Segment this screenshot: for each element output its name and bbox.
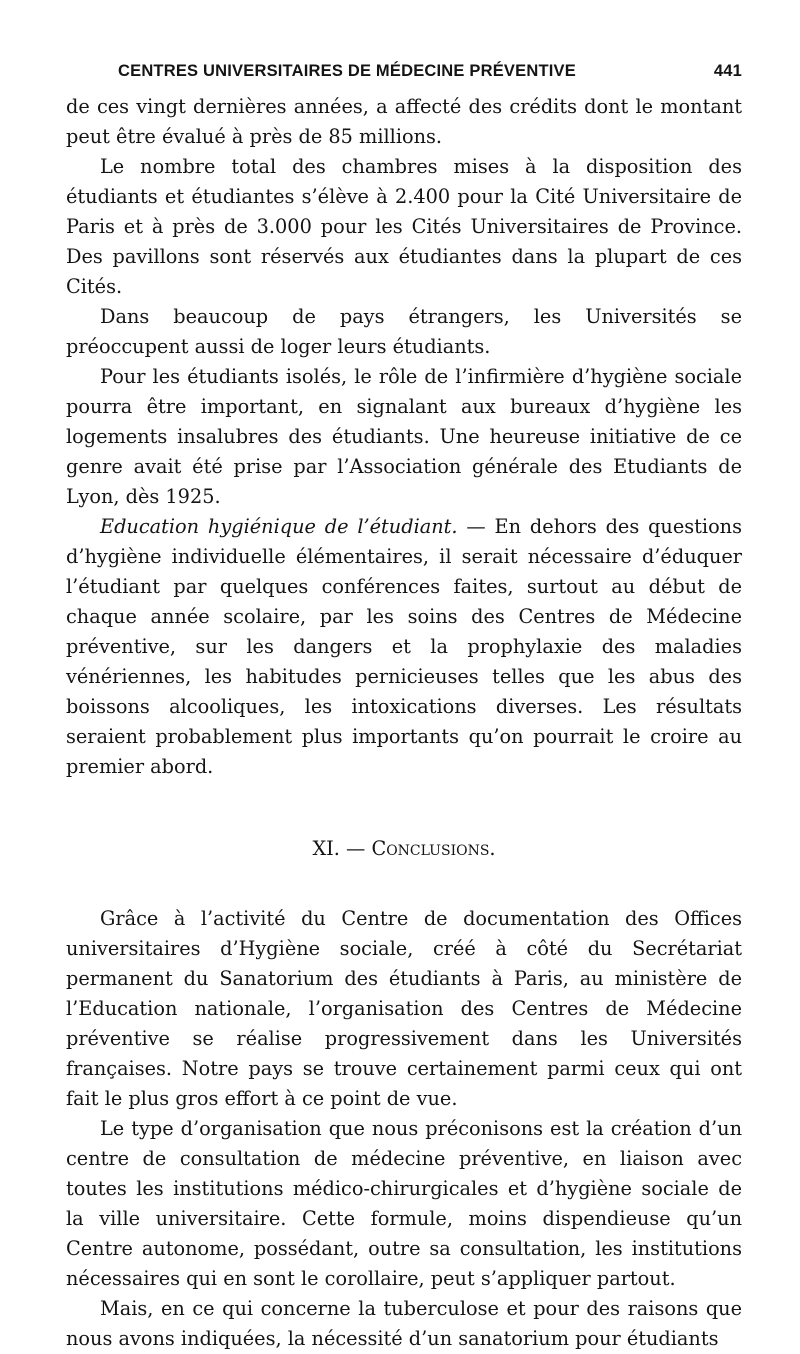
paragraph-chambres: Le nombre total des chambres mises à la disposition des étudiants et étudiantes s’élève à 2.400 pour la Cité Universitaire de Paris et à près de 3.000 pour les Cités Universitaires de Province. Des pavillons sont réservés aux étudiantes dans la plupart de ces Cités. (66, 155, 742, 298)
running-header (66, 62, 742, 92)
paragraph-etudiants-isoles: Pour les étudiants isolés, le rôle de l’infirmière d’hygiène sociale pourra être important, en signalant aux bureaux d’hygiène les logements insalubres des étudiants. Une heureuse initiative de ce genre avait été prise par l’Association générale des Etudiants de Lyon, dès 1925. (66, 365, 742, 508)
paragraph-education-hygienique (66, 512, 742, 782)
section-number: XI. — (312, 837, 372, 860)
paragraph-tuberculose: Mais, en ce qui concerne la tuberculose et pour des raisons que nous avons indiquées, la nécessité d’un sanatorium pour étudiants (66, 1297, 742, 1350)
paragraph-lead-title: Education hygiénique de l’étudiant. (100, 515, 458, 538)
paragraph-type-organisation: Le type d’organisation que nous préconisons est la création d’un centre de consultation de médecine préventive, en liaison avec toutes les institutions médico-chirurgicales et d’hygiène sociale de la ville universitaire. Cette formule, moins dispendieuse qu’un Centre autonome, possédant, outre sa consultation, les institutions nécessaires qui en sont le corollaire, peut s’appliquer partout. (66, 1117, 742, 1290)
paragraph-pays-etrangers: Dans beaucoup de pays étrangers, les Universités se préoccupent aussi de loger leurs étudiants. (66, 305, 742, 358)
paragraph-body-text: — En dehors des questions d’hygiène individuelle élémentaires, il serait nécessaire d’éduquer l’étudiant par quelques conférences faites, surtout au début de chaque année scolaire, par les soins des Centres de Médecine préventive, sur les dangers et la prophylaxie des maladies vénériennes, les habitudes pernicieuses telles que les abus des boissons alcooliques, les intoxications diverses. Les résultats seraient probablement plus importants qu’on pourrait le croire au premier abord. (66, 515, 742, 778)
running-title: CENTRES UNIVERSITAIRES DE MÉDECINE PRÉVENTIVE (118, 62, 576, 80)
paragraph-continuation: de ces vingt dernières années, a affecté des crédits dont le montant peut être évalué à près de 85 millions. (66, 95, 742, 148)
section-heading (66, 834, 742, 864)
paragraph-grace: Grâce à l’activité du Centre de documentation des Offices universitaires d’Hygiène sociale, créé à côté du Secrétariat permanent du Sanatorium des étudiants à Paris, au ministère de l’Education nationale, l’organisation des Centres de Médecine préventive se réalise progressivement dans les Universités françaises. Notre pays se trouve certainement parmi ceux qui ont fait le plus gros effort à ce point de vue. (66, 907, 742, 1110)
document-page (66, 62, 742, 1354)
section-title: Conclusions. (371, 837, 496, 860)
page-number: 441 (713, 62, 742, 80)
